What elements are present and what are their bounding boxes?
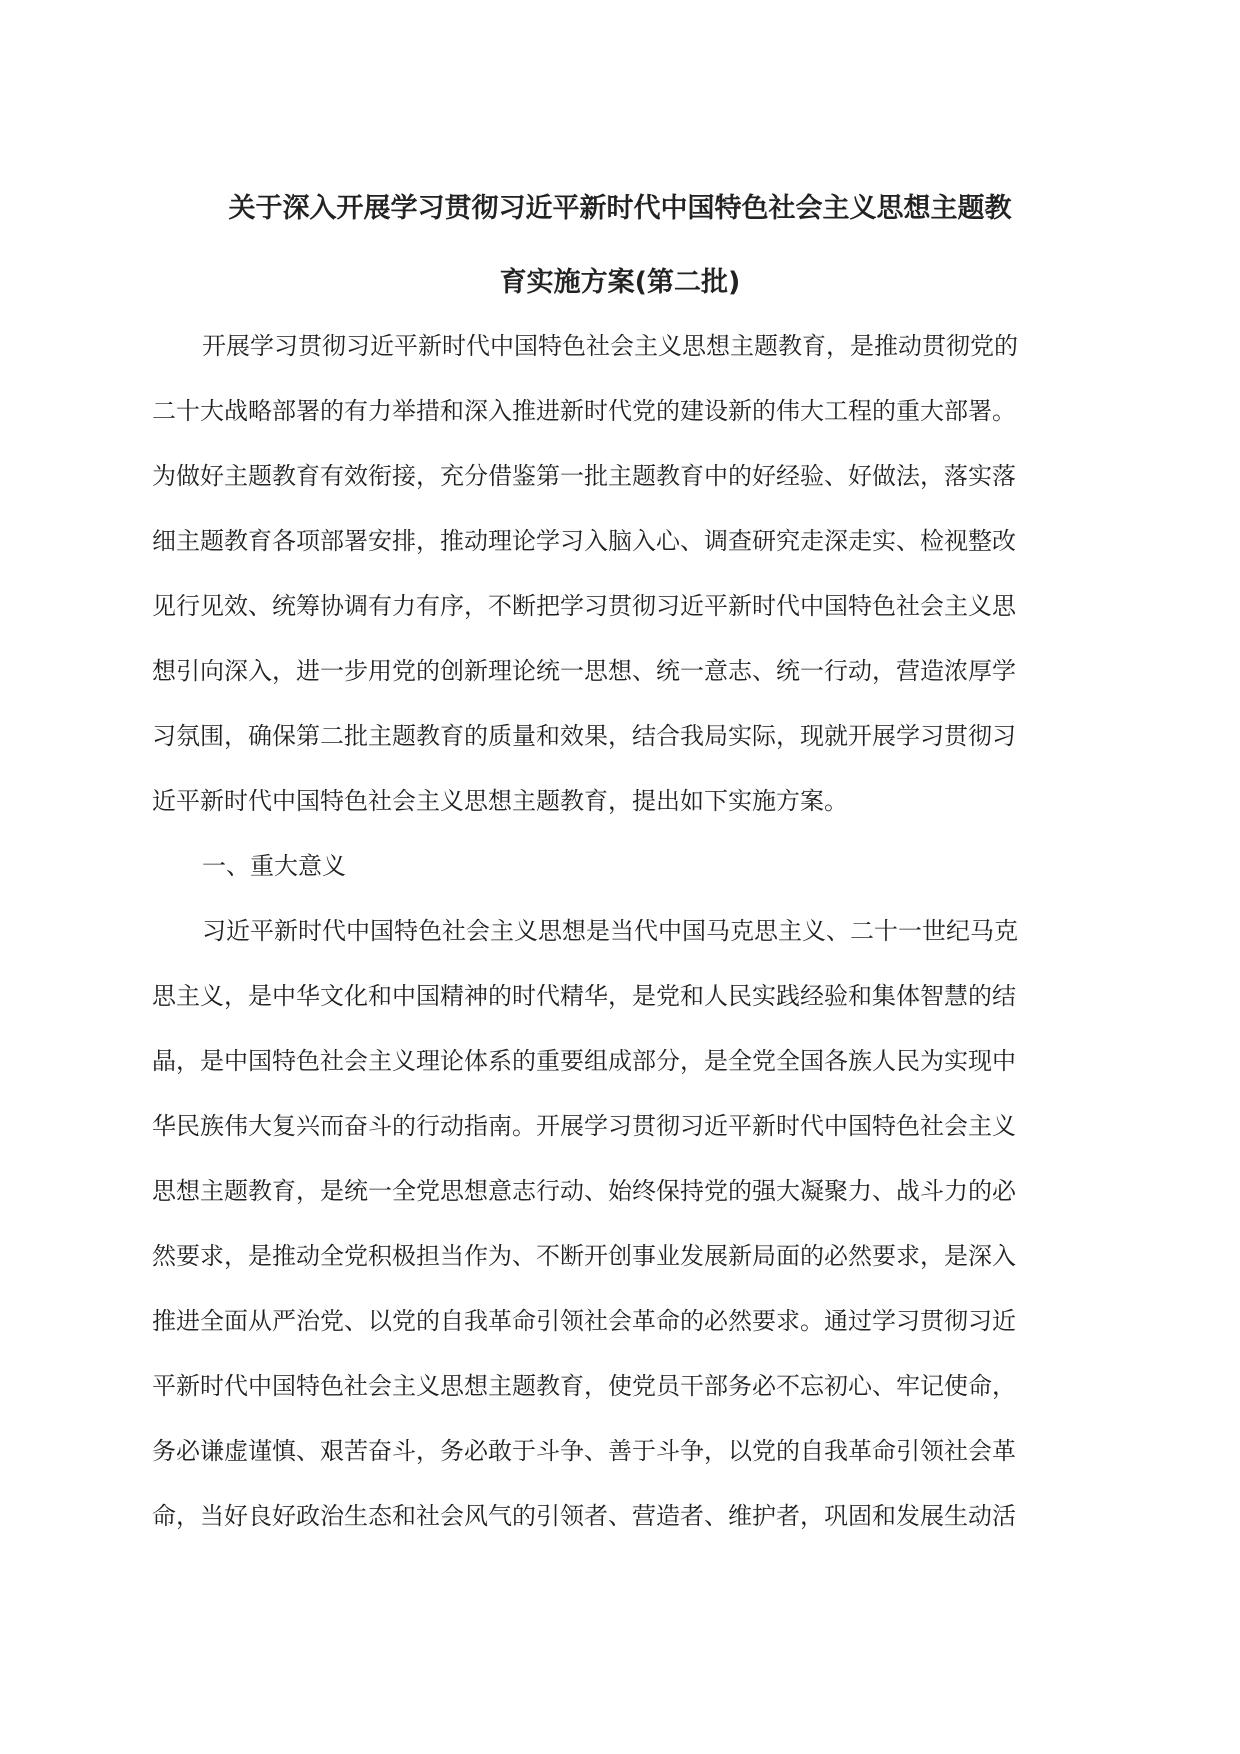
paragraph-line: 开展学习贯彻习近平新时代中国特色社会主义思想主题教育，是推动贯彻党的 <box>202 332 1018 360</box>
paragraph-line: 平新时代中国特色社会主义思想主题教育，使党员干部务必不忘初心、牢记使命， <box>152 1372 1016 1400</box>
paragraph-line: 晶，是中国特色社会主义理论体系的重要组成部分，是全党全国各族人民为实现中 <box>152 1047 1016 1075</box>
paragraph-intro <box>152 314 1052 834</box>
paragraph-line: 思想主题教育，是统一全党思想意志行动、始终保持党的强大凝聚力、战斗力的必 <box>152 1177 1016 1205</box>
paragraph-line: 习氛围，确保第二批主题教育的质量和效果，结合我局实际，现就开展学习贯彻习 <box>152 722 1016 750</box>
paragraph-line: 务必谦虚谨慎、艰苦奋斗，务必敢于斗争、善于斗争，以党的自我革命引领社会革 <box>152 1437 1016 1465</box>
paragraph-line: 见行见效、统筹协调有力有序，不断把学习贯彻习近平新时代中国特色社会主义思 <box>152 592 1016 620</box>
paragraph-significance <box>152 899 1052 1549</box>
title-line-1: 关于深入开展学习贯彻习近平新时代中国特色社会主义思想主题教 <box>228 193 1012 224</box>
paragraph-line: 二十大战略部署的有力举措和深入推进新时代党的建设新的伟大工程的重大部署。 <box>152 397 1016 425</box>
paragraph-line: 华民族伟大复兴而奋斗的行动指南。开展学习贯彻习近平新时代中国特色社会主义 <box>152 1112 1016 1140</box>
paragraph-line: 然要求，是推动全党积极担当作为、不断开创事业发展新局面的必然要求，是深入 <box>152 1242 1016 1270</box>
paragraph-line: 近平新时代中国特色社会主义思想主题教育，提出如下实施方案。 <box>152 787 848 815</box>
paragraph-line: 为做好主题教育有效衔接，充分借鉴第一批主题教育中的好经验、好做法，落实落 <box>152 462 1016 490</box>
title-line-2: 育实施方案(第二批) <box>499 267 741 298</box>
paragraph-line: 推进全面从严治党、以党的自我革命引领社会革命的必然要求。通过学习贯彻习近 <box>152 1307 1016 1335</box>
section-heading-1: 一、重大意义 <box>202 852 346 880</box>
paragraph-line: 想引向深入，进一步用党的创新理论统一思想、统一意志、统一行动，营造浓厚学 <box>152 657 1016 685</box>
paragraph-line: 细主题教育各项部署安排，推动理论学习入脑入心、调查研究走深走实、检视整改 <box>152 527 1016 555</box>
paragraph-line: 习近平新时代中国特色社会主义思想是当代中国马克思主义、二十一世纪马克 <box>202 917 1018 945</box>
paragraph-line: 思主义，是中华文化和中国精神的时代精华，是党和人民实践经验和集体智慧的结 <box>152 982 1016 1010</box>
paragraph-line: 命，当好良好政治生态和社会风气的引领者、营造者、维护者，巩固和发展生动活 <box>152 1502 1016 1530</box>
document-body <box>152 314 1052 1549</box>
document-title <box>140 172 1100 320</box>
